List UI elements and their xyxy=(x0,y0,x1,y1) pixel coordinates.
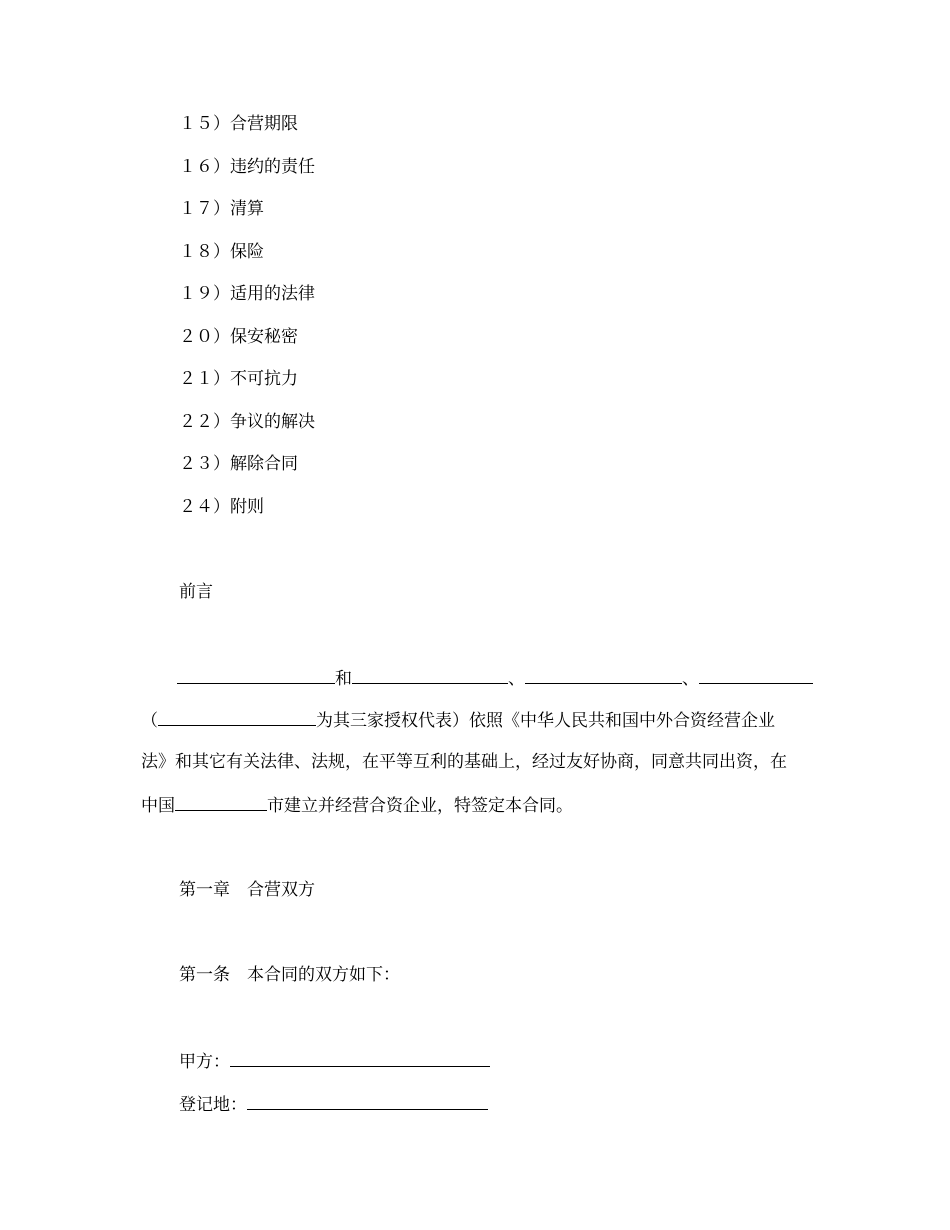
registered-place-line xyxy=(179,1092,488,1116)
paren-open: （ xyxy=(141,711,158,731)
separator-2: 、 xyxy=(682,669,699,689)
party-blank-2[interactable] xyxy=(352,666,508,684)
representative-text: 为其三家授权代表）依照《中华人民共和国中外合资经营企业 xyxy=(316,711,775,731)
toc-item-22: ２２）争议的解决 xyxy=(179,412,315,432)
toc-item-18: １８）保险 xyxy=(179,242,264,262)
registered-place-blank[interactable] xyxy=(247,1092,488,1110)
city-blank[interactable] xyxy=(175,793,267,811)
toc-item-17: １７）清算 xyxy=(179,199,264,219)
party-a-line xyxy=(179,1049,490,1073)
article-1-heading: 第一条 本合同的双方如下： xyxy=(179,965,400,985)
toc-item-15: １５）合营期限 xyxy=(179,114,298,134)
separator-1: 、 xyxy=(508,669,525,689)
toc-item-20: ２０）保安秘密 xyxy=(179,327,298,347)
party-a-blank[interactable] xyxy=(230,1049,490,1067)
toc-item-24: ２４）附则 xyxy=(179,497,264,517)
china-text: 中国 xyxy=(141,796,175,816)
party-blank-4[interactable] xyxy=(699,666,813,684)
registered-place-label: 登记地： xyxy=(179,1095,247,1115)
preface-line-2 xyxy=(141,708,775,732)
party-a-label: 甲方： xyxy=(179,1052,230,1072)
preface-heading: 前言 xyxy=(179,582,213,602)
party-blank-1[interactable] xyxy=(177,666,335,684)
and-text: 和 xyxy=(335,669,352,689)
preface-line-1 xyxy=(177,666,813,690)
establish-text: 市建立并经营合资企业，特签定本合同。 xyxy=(267,796,573,816)
toc-item-19: １９）适用的法律 xyxy=(179,284,315,304)
toc-item-16: １６）违约的责任 xyxy=(179,157,315,177)
toc-item-21: ２１）不可抗力 xyxy=(179,369,298,389)
representative-blank[interactable] xyxy=(158,708,316,726)
preface-line-3: 法》和其它有关法律、法规，在平等互利的基础上，经过友好协商，同意共同出资，在 xyxy=(141,752,787,772)
party-blank-3[interactable] xyxy=(525,666,682,684)
chapter-1-heading: 第一章 合营双方 xyxy=(179,880,315,900)
toc-item-23: ２３）解除合同 xyxy=(179,454,298,474)
preface-line-4 xyxy=(141,793,573,817)
